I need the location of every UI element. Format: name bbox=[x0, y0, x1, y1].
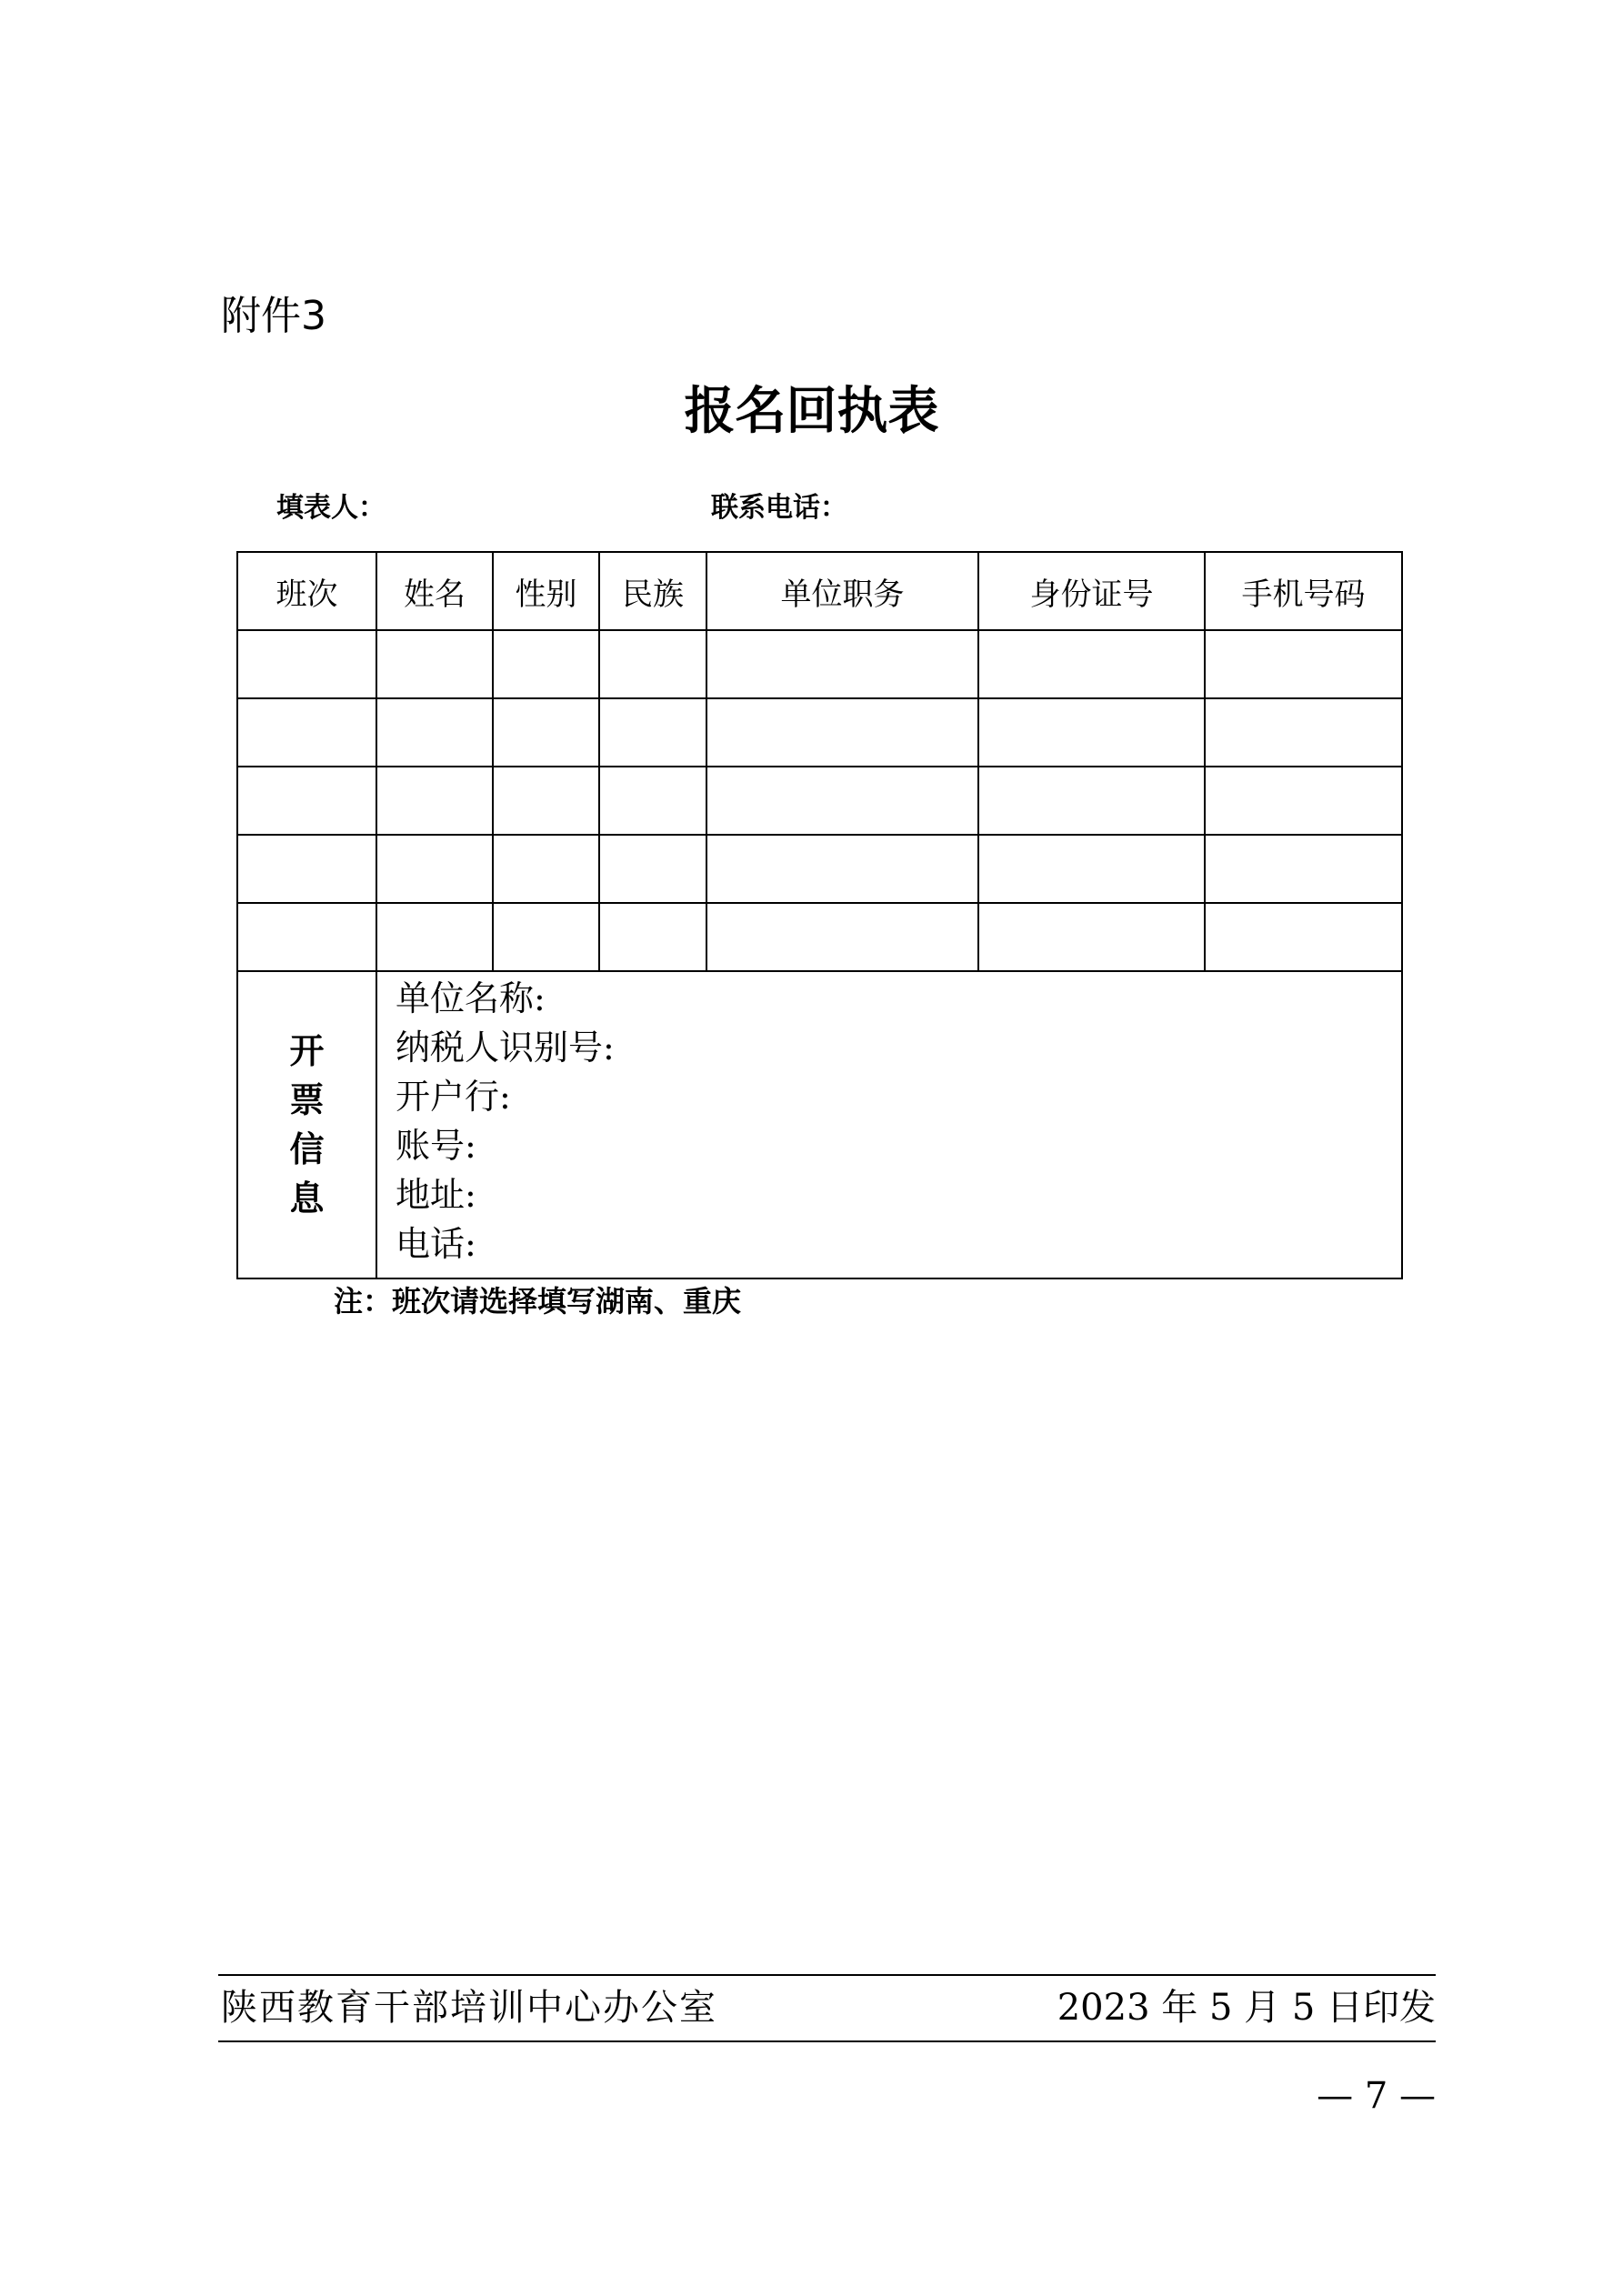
invoice-taxpayer-id-field: 纳税人识别号: bbox=[396, 1028, 615, 1068]
class-cell[interactable] bbox=[237, 698, 376, 767]
table-row bbox=[237, 903, 1402, 971]
table-row bbox=[237, 767, 1402, 835]
table-row bbox=[237, 835, 1402, 903]
employer-position-cell[interactable] bbox=[706, 630, 978, 698]
ethnicity-cell[interactable] bbox=[599, 698, 706, 767]
mobile-cell[interactable] bbox=[1205, 835, 1402, 903]
footer-divider-bottom bbox=[218, 2040, 1436, 2042]
header-mobile: 手机号码 bbox=[1205, 552, 1402, 630]
id-number-cell[interactable] bbox=[978, 767, 1205, 835]
invoice-label-char: 信 bbox=[289, 1129, 325, 1169]
registration-table bbox=[236, 551, 1403, 1279]
mobile-cell[interactable] bbox=[1205, 903, 1402, 971]
header-gender: 性别 bbox=[493, 552, 599, 630]
gender-cell[interactable] bbox=[493, 903, 599, 971]
footer-divider-top bbox=[218, 1974, 1436, 1976]
invoice-info-label bbox=[237, 971, 376, 1278]
invoice-bank-field: 开户行: bbox=[396, 1077, 511, 1117]
invoice-label-char: 息 bbox=[289, 1178, 325, 1218]
invoice-address-field: 地址: bbox=[396, 1175, 476, 1215]
name-cell[interactable] bbox=[376, 698, 493, 767]
mobile-cell[interactable] bbox=[1205, 698, 1402, 767]
id-number-cell[interactable] bbox=[978, 630, 1205, 698]
ethnicity-cell[interactable] bbox=[599, 630, 706, 698]
invoice-phone-field: 电话: bbox=[396, 1224, 476, 1264]
name-cell[interactable] bbox=[376, 835, 493, 903]
issue-date: 2023 年 5 月 5 日印发 bbox=[1057, 1987, 1436, 2029]
table-header-row bbox=[237, 552, 1402, 630]
invoice-account-field: 账号: bbox=[396, 1126, 476, 1166]
id-number-cell[interactable] bbox=[978, 903, 1205, 971]
class-cell[interactable] bbox=[237, 767, 376, 835]
class-cell[interactable] bbox=[237, 835, 376, 903]
header-id-number: 身份证号 bbox=[978, 552, 1205, 630]
header-ethnicity: 民族 bbox=[599, 552, 706, 630]
class-cell[interactable] bbox=[237, 630, 376, 698]
page-number: — 7 — bbox=[1317, 2075, 1436, 2117]
filler-label: 填表人： bbox=[276, 492, 386, 524]
gender-cell[interactable] bbox=[493, 767, 599, 835]
ethnicity-cell[interactable] bbox=[599, 835, 706, 903]
invoice-company-name-field: 单位名称: bbox=[396, 978, 546, 1018]
employer-position-cell[interactable] bbox=[706, 903, 978, 971]
table-row bbox=[237, 630, 1402, 698]
employer-position-cell[interactable] bbox=[706, 698, 978, 767]
invoice-label-char: 票 bbox=[289, 1080, 325, 1120]
attachment-label: 附件3 bbox=[221, 293, 326, 339]
mobile-cell[interactable] bbox=[1205, 630, 1402, 698]
class-cell[interactable] bbox=[237, 903, 376, 971]
ethnicity-cell[interactable] bbox=[599, 903, 706, 971]
header-class: 班次 bbox=[237, 552, 376, 630]
mobile-cell[interactable] bbox=[1205, 767, 1402, 835]
ethnicity-cell[interactable] bbox=[599, 767, 706, 835]
name-cell[interactable] bbox=[376, 903, 493, 971]
employer-position-cell[interactable] bbox=[706, 767, 978, 835]
contact-phone-label: 联系电话： bbox=[711, 492, 847, 524]
table-row bbox=[237, 698, 1402, 767]
invoice-label-char: 开 bbox=[289, 1031, 325, 1071]
name-cell[interactable] bbox=[376, 767, 493, 835]
form-note: 注：班次请选择填写湖南、重庆 bbox=[334, 1284, 742, 1318]
name-cell[interactable] bbox=[376, 630, 493, 698]
invoice-row bbox=[237, 971, 1402, 1278]
id-number-cell[interactable] bbox=[978, 835, 1205, 903]
issuing-organization: 陕西教育干部培训中心办公室 bbox=[221, 1987, 717, 2029]
employer-position-cell[interactable] bbox=[706, 835, 978, 903]
id-number-cell[interactable] bbox=[978, 698, 1205, 767]
gender-cell[interactable] bbox=[493, 835, 599, 903]
gender-cell[interactable] bbox=[493, 630, 599, 698]
invoice-fields[interactable] bbox=[376, 971, 1402, 1278]
gender-cell[interactable] bbox=[493, 698, 599, 767]
page-title: 报名回执表 bbox=[684, 382, 939, 441]
header-name: 姓名 bbox=[376, 552, 493, 630]
header-employer-position: 单位职务 bbox=[706, 552, 978, 630]
